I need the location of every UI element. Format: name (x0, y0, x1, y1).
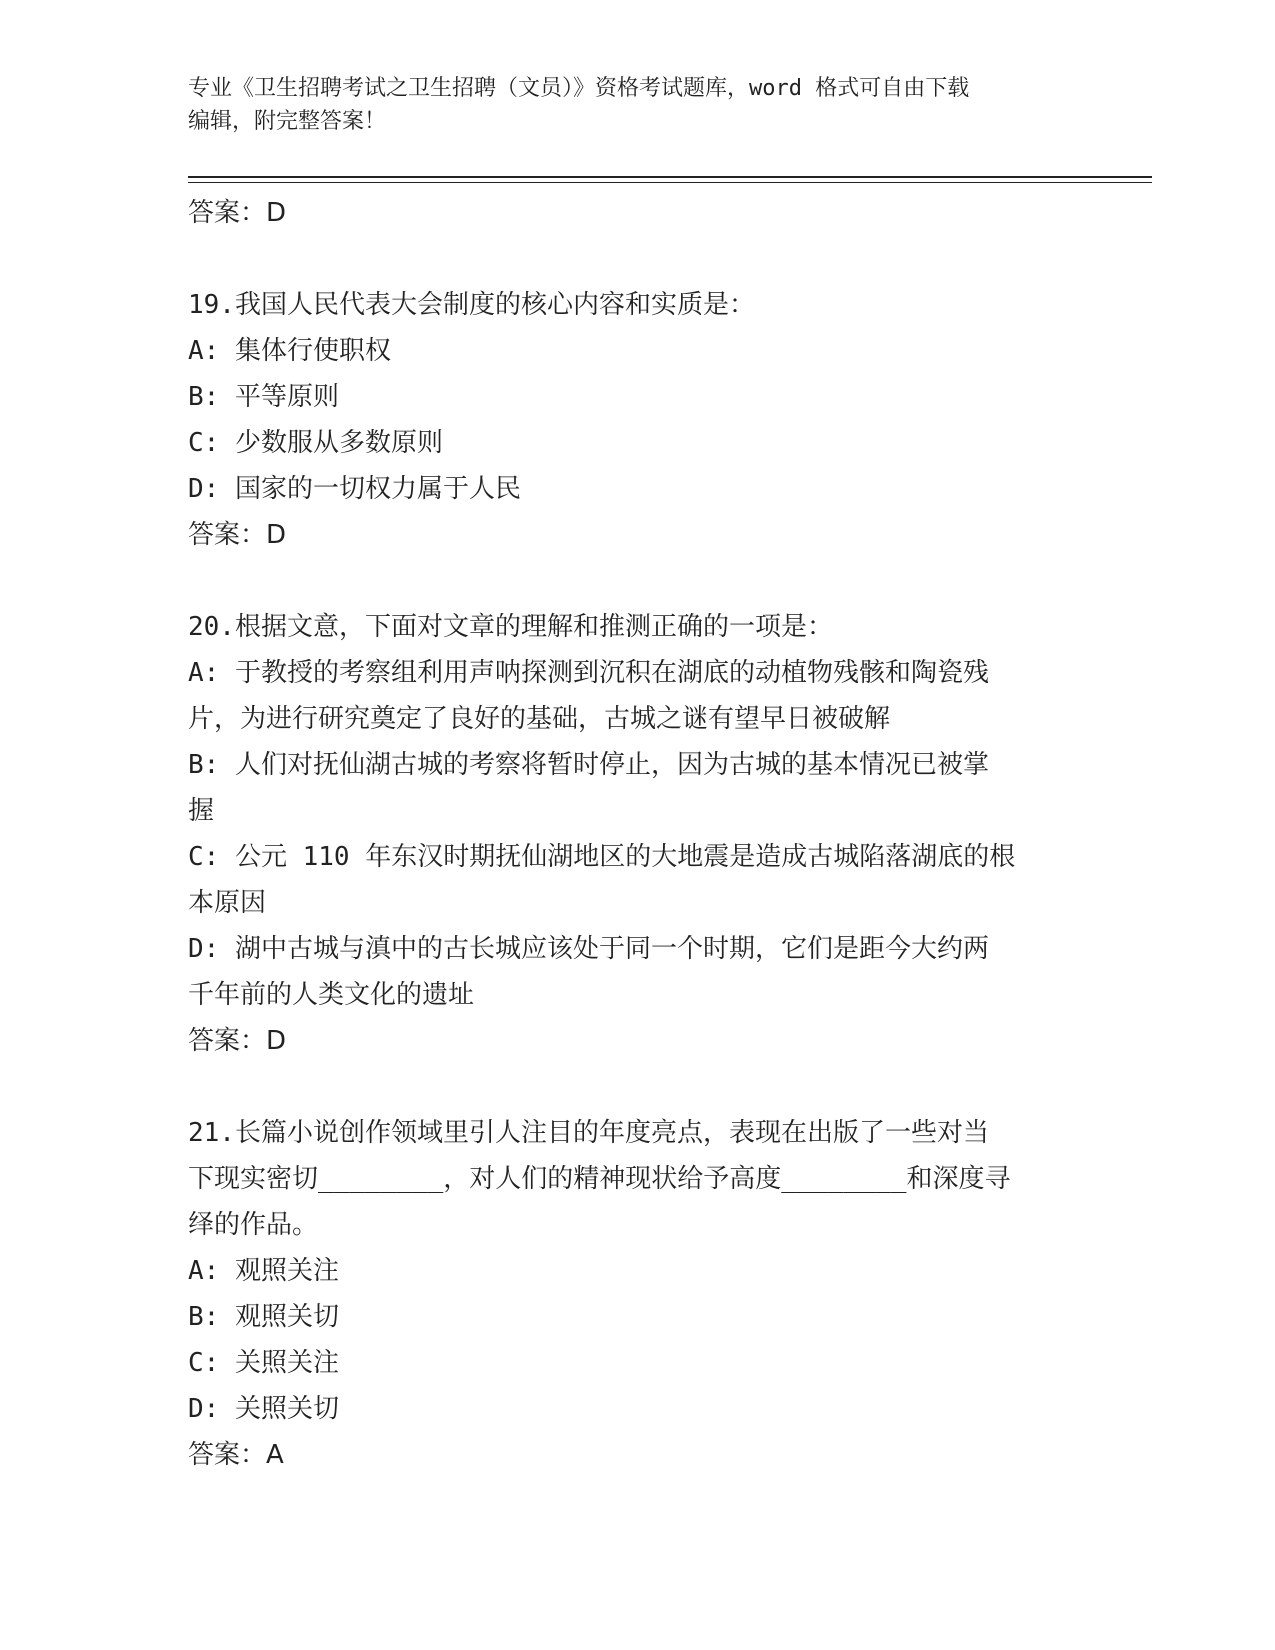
question-stem-continued: 绎的作品。 (188, 1210, 319, 1240)
option-c: C: 公元 110 年东汉时期抚仙湖地区的大地震是造成古城陷落湖底的根 (188, 842, 1016, 872)
answer: 答案：D (188, 520, 287, 550)
option-a: A: 观照关注 (188, 1256, 339, 1286)
header-line: 专业《卫生招聘考试之卫生招聘（文员）》资格考试题库，word 格式可自由下载 (188, 76, 970, 101)
page-header (188, 72, 1068, 138)
option-a: A: 于教授的考察组利用声呐探测到沉积在湖底的动植物残骸和陶瓷残 (188, 658, 989, 688)
answer: 答案：D (188, 1026, 287, 1056)
document-body (188, 190, 1078, 1478)
option-d-continued: 千年前的人类文化的遗址 (188, 980, 475, 1010)
option-b: B: 平等原则 (188, 382, 339, 412)
option-b: B: 观照关切 (188, 1302, 339, 1332)
question-block (188, 1110, 1078, 1478)
question-stem: 20.根据文意，下面对文章的理解和推测正确的一项是： (188, 612, 833, 642)
header-line: 编辑，附完整答案！ (188, 109, 387, 134)
question-stem: 19.我国人民代表大会制度的核心内容和实质是： (188, 290, 755, 320)
option-a: A: 集体行使职权 (188, 336, 391, 366)
question-block (188, 282, 1078, 558)
option-c: C: 关照关注 (188, 1348, 339, 1378)
question-block (188, 604, 1078, 1064)
option-b: B: 人们对抚仙湖古城的考察将暂时停止，因为古城的基本情况已被掌 (188, 750, 989, 780)
option-a-continued: 片，为进行研究奠定了良好的基础，古城之谜有望早日被破解 (188, 704, 891, 734)
answer: 答案：A (188, 1440, 284, 1470)
question-stem-continued: 下现实密切________，对人们的精神现状给予高度________和深度寻 (188, 1164, 1011, 1194)
header-divider-thin (188, 182, 1152, 183)
option-d: D: 关照关切 (188, 1394, 339, 1424)
option-c: C: 少数服从多数原则 (188, 428, 443, 458)
option-d: D: 国家的一切权力属于人民 (188, 474, 521, 504)
header-divider-thick (188, 176, 1152, 178)
option-b-continued: 握 (188, 796, 215, 826)
previous-answer: 答案：D (188, 198, 287, 228)
question-stem: 21.长篇小说创作领域里引人注目的年度亮点，表现在出版了一些对当 (188, 1118, 989, 1148)
option-d: D: 湖中古城与滇中的古长城应该处于同一个时期，它们是距今大约两 (188, 934, 989, 964)
option-c-continued: 本原因 (188, 888, 267, 918)
